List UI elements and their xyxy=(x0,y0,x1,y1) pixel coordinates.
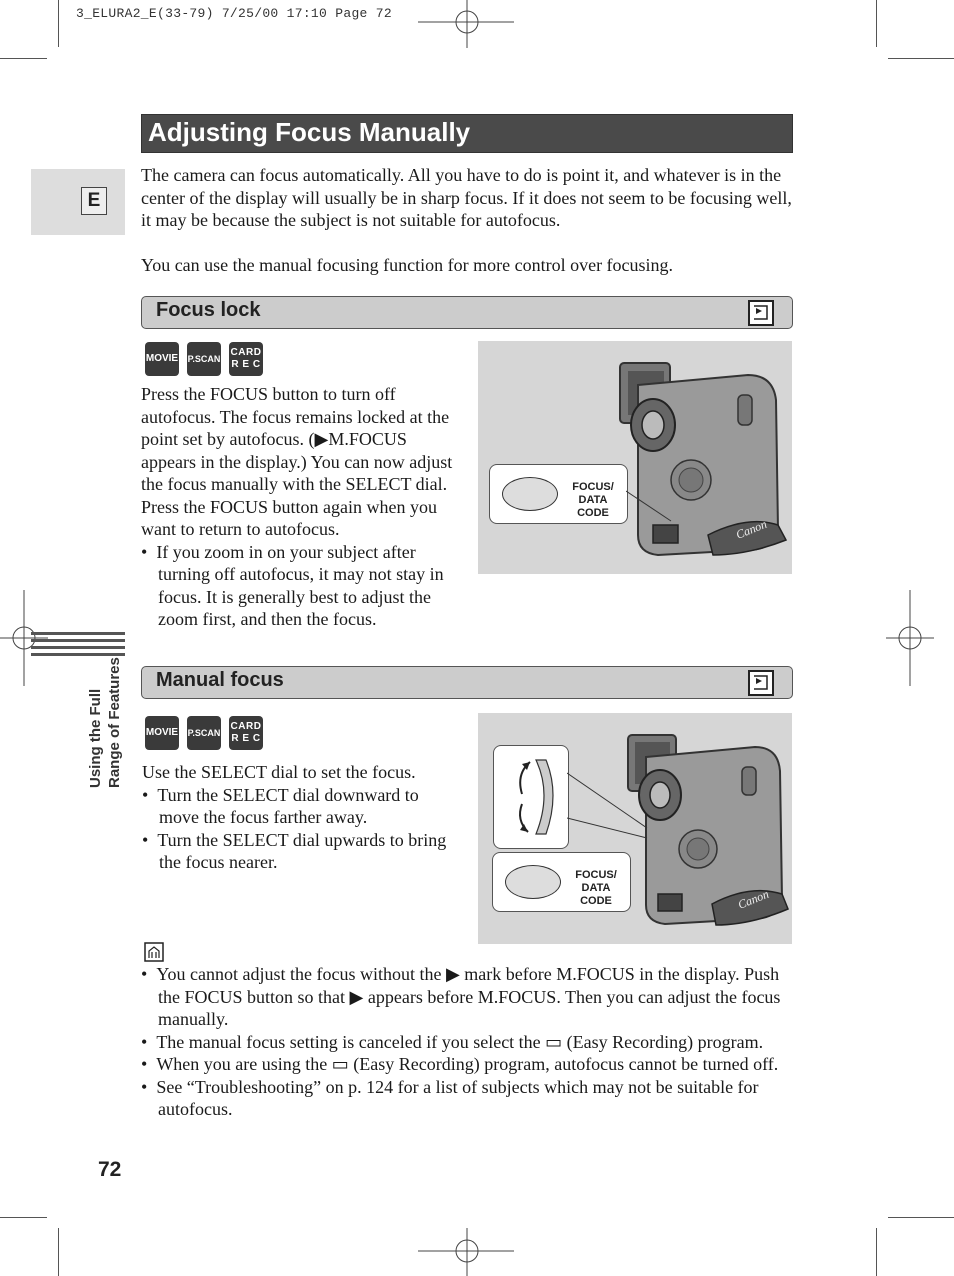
focus-button[interactable] xyxy=(505,865,561,899)
registration-mark-top xyxy=(418,0,518,50)
crop-mark xyxy=(876,1228,877,1276)
camcorder-icon xyxy=(598,355,788,565)
camera-illustration-manual-focus xyxy=(478,713,792,944)
reference-icon xyxy=(748,670,774,696)
crop-mark xyxy=(876,0,877,47)
camera-illustration-focus-lock xyxy=(478,341,792,574)
focus-button-label xyxy=(562,481,624,520)
manual-focus-heading: Manual focus xyxy=(156,669,284,691)
brand-logo: Canon xyxy=(733,516,769,542)
note-item: • When you are using the ▭ (Easy Recording) program, autofocus cannot be turned off. xyxy=(141,1054,779,1074)
brand-logo: Canon xyxy=(735,886,771,912)
rec-label: R E C xyxy=(231,359,261,370)
page-number: 72 xyxy=(98,1158,122,1181)
language-letter: E xyxy=(81,187,107,215)
stripe xyxy=(31,639,125,642)
crop-mark xyxy=(0,1217,47,1218)
crop-mark xyxy=(888,1217,954,1218)
mode-movie-icon: MOVIE xyxy=(145,716,179,750)
note-text: The manual focus setting is canceled if you select the ▭ (Easy Recording) program. xyxy=(156,1031,764,1052)
intro-paragraph-2: You can use the manual focusing function for more control over focusing. xyxy=(141,255,674,275)
mode-movie-icon: MOVIE xyxy=(145,342,179,376)
mode-card-rec-icon xyxy=(229,342,263,376)
mode-card-rec-icon xyxy=(229,716,263,750)
registration-mark-bottom xyxy=(418,1226,518,1276)
registration-mark-right xyxy=(886,588,936,688)
mode-pscan-icon: P.SCAN xyxy=(187,716,221,750)
manual-focus-text xyxy=(142,761,457,874)
note-text: You cannot adjust the focus without the ▶ mark before M.FOCUS in the display. Push the FOCUS button so that ▶ appears before M.FOCUS. Then you can adjust the focus manually. xyxy=(156,964,781,1029)
stripe xyxy=(31,632,125,635)
callout-line xyxy=(626,481,686,531)
manual-focus-bullet-text: Turn the SELECT dial downward to move the focus farther away. xyxy=(157,784,419,827)
note-text: See “Troubleshooting” on p. 124 for a list of subjects which may not be suitable for autofocus. xyxy=(156,1076,759,1119)
intro-paragraph-1: The camera can focus automatically. All you have to do is point it, and whatever is in the center of the display will usually be in sharp focus. If it does not seem to be focusing well, it may be because the subject is not suitable for autofocus. xyxy=(141,165,792,230)
crop-mark xyxy=(0,58,47,59)
note-icon xyxy=(144,942,164,962)
focus-button-label xyxy=(565,869,627,908)
callout-line xyxy=(567,768,657,848)
focus-button-callout xyxy=(492,852,631,912)
note-item: • See “Troubleshooting” on p. 124 for a list of subjects which may not be suitable for autofocus. xyxy=(141,1076,759,1119)
select-dial-icon[interactable] xyxy=(502,754,560,840)
mode-pscan-icon: P.SCAN xyxy=(187,342,221,376)
sidebar-stripes xyxy=(31,632,125,660)
focus-button[interactable] xyxy=(502,477,558,511)
manual-focus-bullet: • Turn the SELECT dial downward to move the focus farther away. xyxy=(142,784,419,827)
reference-icon xyxy=(748,300,774,326)
focus-label-line1: FOCUS/ xyxy=(572,481,614,493)
notes-list xyxy=(141,963,795,1121)
manual-focus-bullet-text: Turn the SELECT dial upwards to bring the focus nearer. xyxy=(157,829,447,872)
note-item: • The manual focus setting is canceled if you select the ▭ (Easy Recording) program. xyxy=(141,1031,764,1052)
card-label: CARD xyxy=(230,347,262,358)
sidebar-section-label xyxy=(86,657,124,788)
crop-mark xyxy=(58,0,59,47)
manual-focus-bullet: • Turn the SELECT dial upwards to bring the focus nearer. xyxy=(142,829,447,872)
language-tab xyxy=(31,169,125,235)
select-dial-callout xyxy=(493,745,569,849)
focus-lock-paragraph: Press the FOCUS button to turn off autofocus. The focus remains locked at the point set by autofocus. (▶M.FOCUS appears in the display.) You can now adjust the focus manually with the SELECT dial. Press the FOCUS button again when you want to return to autofocus. xyxy=(141,384,453,539)
focus-label-line2: DATA CODE xyxy=(580,882,612,907)
stripe xyxy=(31,646,125,649)
focus-lock-text xyxy=(141,383,459,631)
crop-mark xyxy=(58,1228,59,1276)
page-title-bar xyxy=(141,114,793,153)
note-item: • You cannot adjust the focus without the ▶ mark before M.FOCUS in the display. Push the FOCUS button so that ▶ appears before M.FOCUS. Then you can adjust the focus manually. xyxy=(141,964,781,1029)
focus-lock-bullet-text: If you zoom in on your subject after turning off autofocus, it may not stay in focus. It is generally best to adjust the zoom first, and then the focus. xyxy=(156,541,444,629)
stripe xyxy=(31,653,125,656)
focus-lock-heading: Focus lock xyxy=(156,299,261,321)
note-text: When you are using the ▭ (Easy Recording) program, autofocus cannot be turned off. xyxy=(156,1054,779,1074)
focus-label-line1: FOCUS/ xyxy=(575,869,617,881)
sidebar-line1: Using the Full xyxy=(87,688,104,788)
crop-mark xyxy=(888,58,954,59)
manual-focus-heading-bar xyxy=(141,666,793,699)
focus-lock-bullet: • If you zoom in on your subject after turning off autofocus, it may not stay in focus. It is generally best to adjust the zoom first, and then the focus. xyxy=(141,541,444,629)
focus-lock-heading-bar xyxy=(141,296,793,329)
focus-label-line2: DATA CODE xyxy=(577,494,609,519)
manual-focus-intro: Use the SELECT dial to set the focus. xyxy=(142,762,416,782)
sidebar-line2: Range of Features xyxy=(106,657,123,788)
rec-label: R E C xyxy=(231,733,261,744)
card-label: CARD xyxy=(230,721,262,732)
print-header: 3_ELURA2_E(33-79) 7/25/00 17:10 Page 72 xyxy=(76,6,392,21)
focus-button-callout xyxy=(489,464,628,524)
page-title: Adjusting Focus Manually xyxy=(148,117,471,147)
